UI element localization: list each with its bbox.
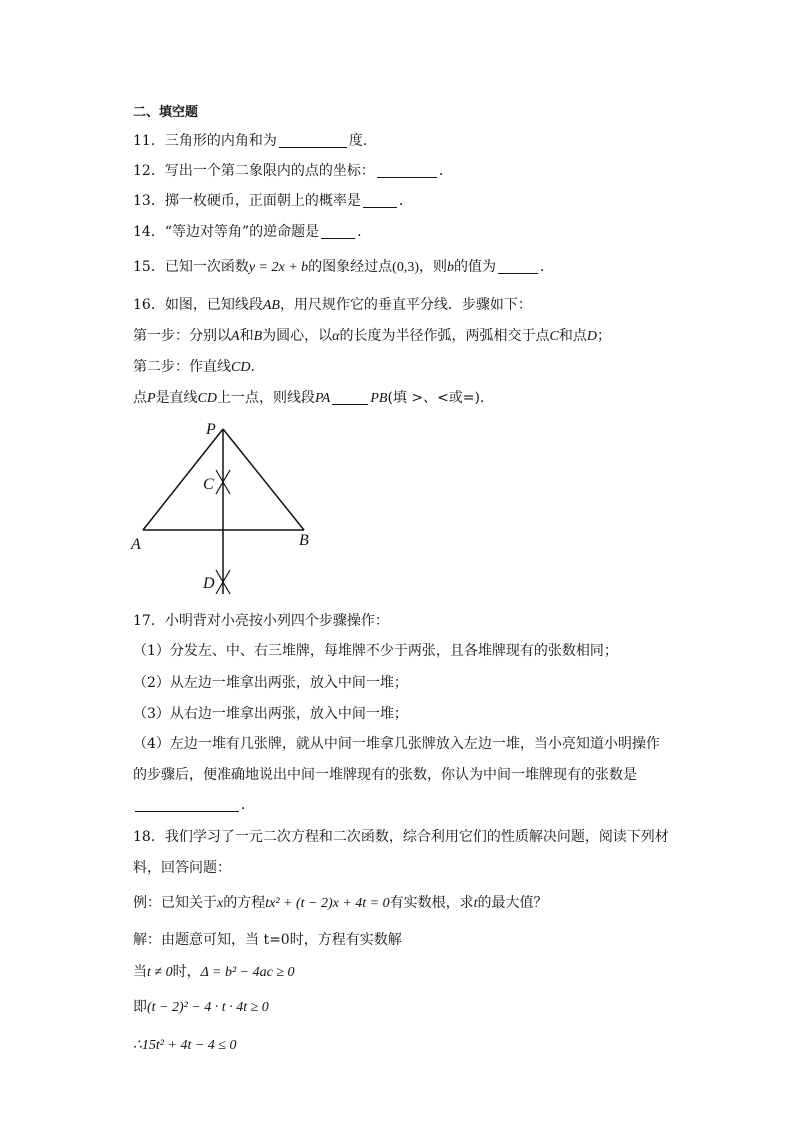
question-15: 15．已知一次函数y = 2x + b的图象经过点(0,3)，则b的值为 ． bbox=[133, 259, 554, 275]
question-17-line-1: 17．小明背对小亮按小列四个步骤操作： bbox=[133, 613, 389, 629]
question-13: 13．掷一枚硬币，正面朝上的概率是 ． bbox=[133, 193, 413, 209]
label-b: B bbox=[299, 532, 309, 549]
label-p: P bbox=[206, 421, 216, 438]
question-17-answer: ． bbox=[133, 796, 255, 814]
question-18-line-1: 18．我们学习了一元二次方程和二次函数，综合利用它们的性质解决问题，阅读下列材 bbox=[133, 829, 669, 845]
question-16-line-2: 第一步：分别以A和B为圆心，以α的长度为半径作弧，两弧相交于点C和点D； bbox=[133, 328, 611, 344]
question-18-line-2: 料，回答问题： bbox=[133, 860, 231, 876]
example-line: 例：已知关于x的方程tx² + (t − 2)x + 4t = 0有实数根，求t的最大值？ bbox=[133, 895, 548, 911]
answer-blank bbox=[498, 259, 538, 274]
question-16-line-4: 点P是直线CD上一点，则线段PA PB(填 >、<或=)． bbox=[133, 390, 495, 406]
question-17-step-4a: （4）左边一堆有几张牌，就从中间一堆拿几张牌放入左边一堆，当小亮知道小明操作 bbox=[133, 736, 660, 752]
question-16-line-1: 16．如图，已知线段AB，用尺规作它的垂直平分线．步骤如下： bbox=[133, 297, 532, 313]
answer-blank bbox=[377, 163, 437, 178]
question-17-step-4b: 的步骤后，便准确地说出中间一堆牌现有的张数，你认为中间一堆牌现有的张数是 bbox=[133, 767, 637, 783]
label-d: D bbox=[203, 575, 215, 592]
section-title: 二、填空题 bbox=[133, 105, 199, 120]
segment-pb bbox=[223, 429, 304, 530]
question-17-step-2: （2）从左边一堆拿出两张，放入中间一堆； bbox=[133, 675, 408, 691]
answer-blank bbox=[332, 390, 368, 405]
solution-step-line: 即(t − 2)² − 4 · t · 4t ≥ 0 bbox=[133, 999, 269, 1015]
answer-blank bbox=[363, 193, 397, 208]
question-14: 14．“等边对等角”的逆命题是 ． bbox=[133, 224, 372, 240]
question-16-line-3: 第二步：作直线CD． bbox=[133, 359, 265, 375]
solution-case-line: 当t ≠ 0时，Δ = b² − 4ac ≥ 0 bbox=[133, 964, 295, 980]
question-17-step-1: （1）分发左、中、右三堆牌，每堆牌不少于两张，且各堆牌现有的张数相同； bbox=[133, 643, 618, 659]
solution-inequality-line: ∴15t² + 4t − 4 ≤ 0 bbox=[133, 1038, 237, 1053]
perpendicular-bisector-figure bbox=[126, 410, 326, 595]
label-c: C bbox=[203, 476, 214, 493]
label-a: A bbox=[131, 536, 141, 553]
question-12: 12．写出一个第二象限内的点的坐标： ． bbox=[133, 163, 453, 179]
question-11: 11．三角形的内角和为 度． bbox=[133, 133, 377, 149]
answer-blank bbox=[135, 797, 239, 812]
question-17-step-3: （3）从右边一堆拿出两张，放入中间一堆； bbox=[133, 706, 408, 722]
answer-blank bbox=[279, 133, 347, 148]
answer-blank bbox=[321, 224, 355, 239]
solution-line: 解：由题意可知，当 t=0时，方程有实数解 bbox=[133, 932, 402, 948]
